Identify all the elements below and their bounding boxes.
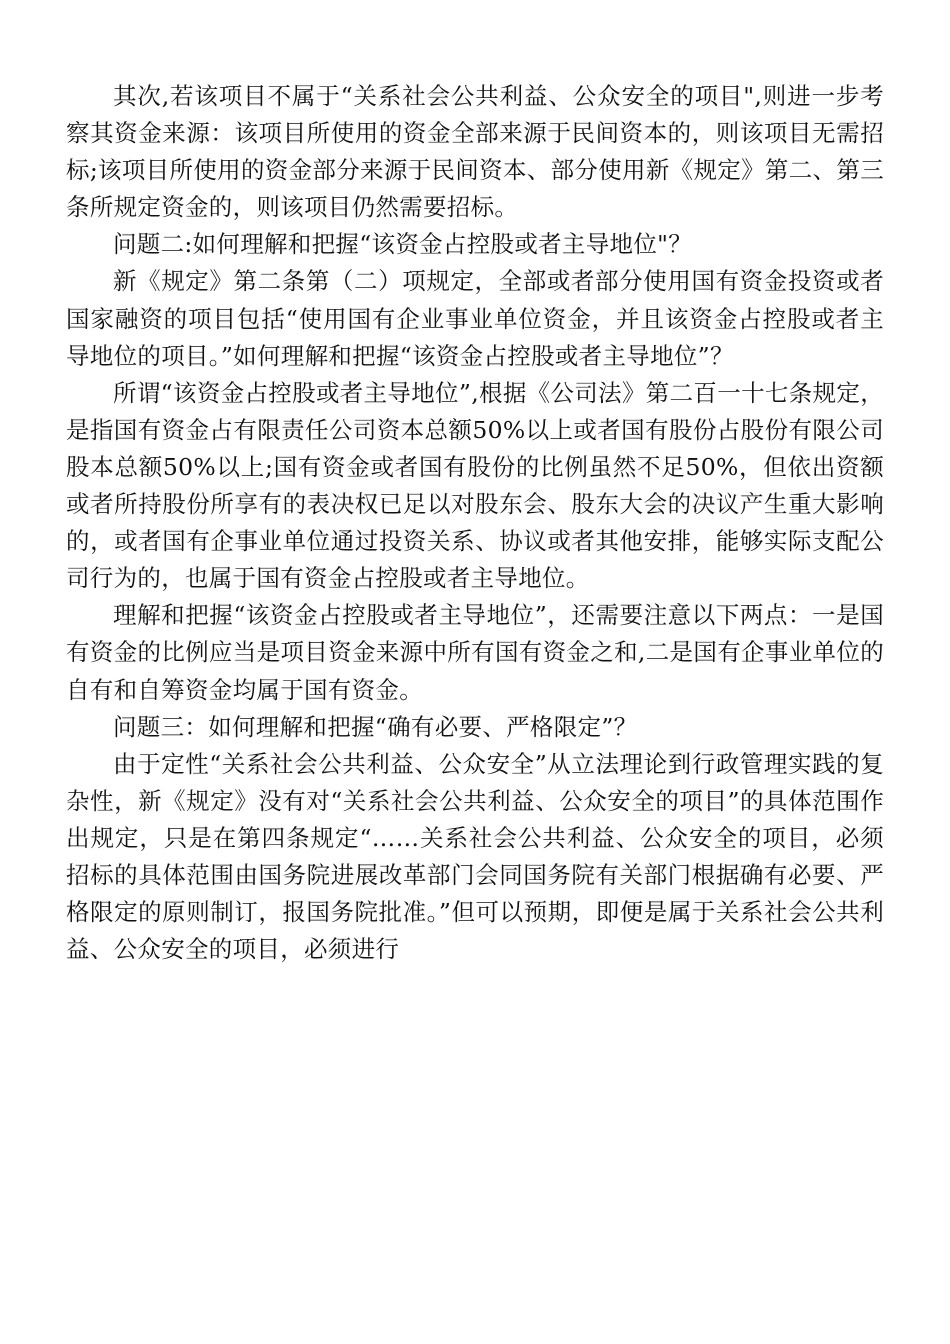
paragraph-funding-source: 其次,若该项目不属于“关系社会公共利益、公众安全的项目",则进一步考察其资金来源：该项目所使用的资金全部来源于民间资本的，则该项目无需招标;该项目所使用的资金部分来源于民间资本、部分使用新《规定》第二、第三条所规定资金的，则该项目仍然需要招标。 [66,82,884,222]
paragraph-regulation-article-two: 新《规定》第二条第（二）项规定，全部或者部分使用国有资金投资或者国家融资的项目包括“使用国有企业事业单位资金，并且该资金占控股或者主导地位的项目。”如何理解和把握“该资金占控股或者主导地位”？ [66,267,884,370]
paragraph-public-interest: 由于定性“关系社会公共利益、公众安全”从立法理论到行政管理实践的复杂性，新《规定》没有对“关系社会公共利益、公众安全的项目”的具体范围作出规定，只是在第四条规定“……关系社会公共利益、公众安全的项目，必须招标的具体范围由国务院进展改革部门会同国务院有关部门根据确有必要、严格限定的原则制订，报国务院批准。”但可以预期，即便是属于关系社会公共利益、公众安全的项目，必须进行 [66,749,884,964]
paragraph-two-points: 理解和把握“该资金占控股或者主导地位”，还需要注意以下两点：一是国有资金的比例应当是项目资金来源中所有国有资金之和,二是国有企事业单位的自有和自筹资金均属于国有资金。 [66,601,884,704]
paragraph-company-law: 所谓“该资金占控股或者主导地位”,根据《公司法》第二百一十七条规定，是指国有资金占有限责任公司资本总额50%以上或者国有股份占股份有限公司股本总额50%以上;国有资金或者国有股份的比例虽然不足50%，但依出资额或者所持股份所享有的表决权已足以对股东会、股东大会的决议产生重大影响的，或者国有企事业单位通过投资关系、协议或者其他安排，能够实际支配公司行为的，也属于国有资金占控股或者主导地位。 [66,378,884,593]
question-three-heading: 问题三：如何理解和把握“确有必要、严格限定”？ [113,712,638,741]
document-body [66,78,884,968]
question-two-heading: 问题二:如何理解和把握“该资金占控股或者主导地位"？ [113,230,693,259]
